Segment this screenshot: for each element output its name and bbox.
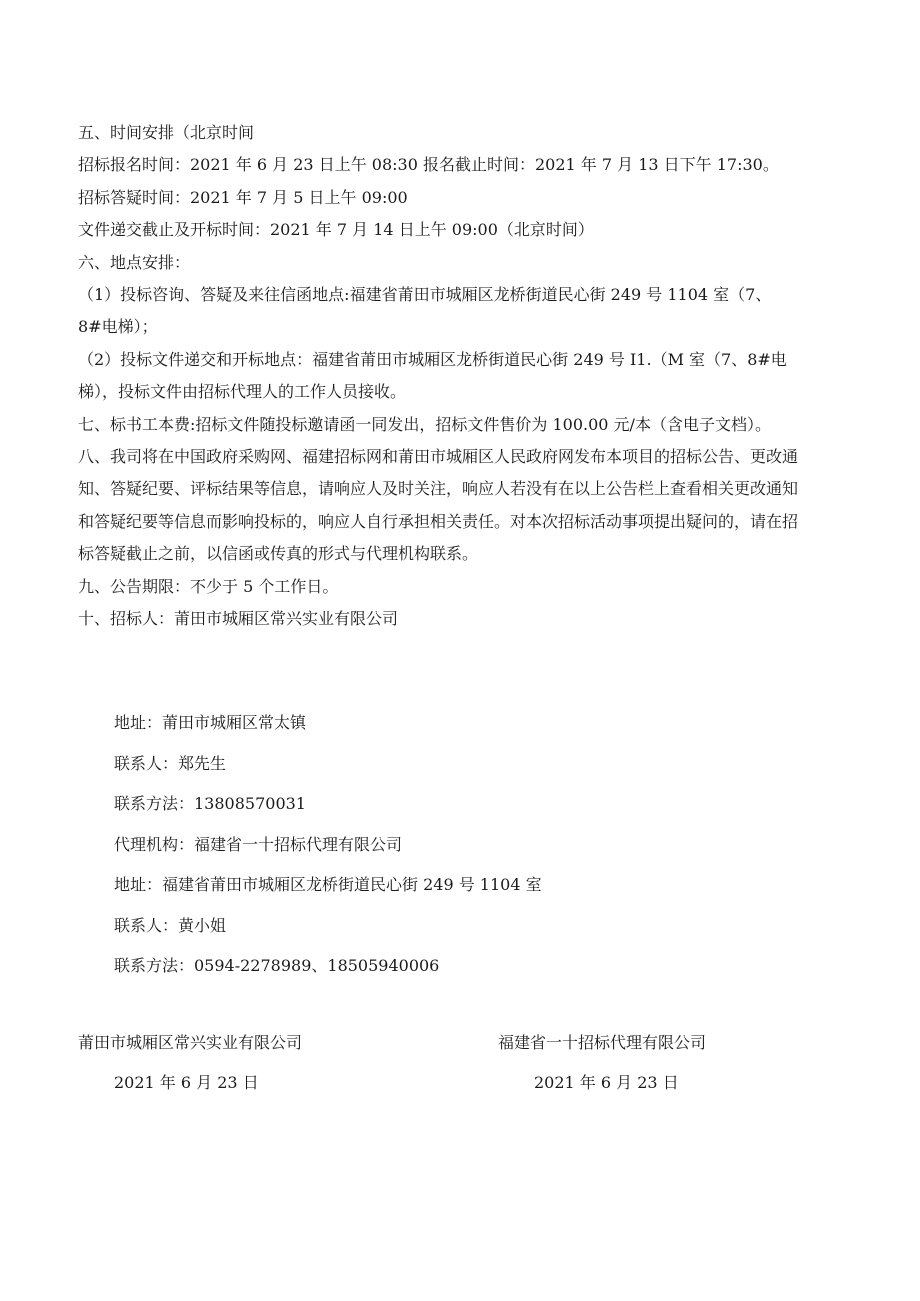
agency-name: 代理机构：福建省一十招标代理有限公司: [114, 834, 403, 854]
fee-paragraph: 七、标书工本费:招标文件随投标邀请函一同发出，招标文件售价为 100.00 元/本（含电子文档）。: [78, 414, 771, 434]
location-1-line-2: 8#电梯）；: [78, 317, 158, 337]
qa-time: 招标答疑时间：2021 年 7 月 5 日上午 09:00: [78, 187, 408, 207]
location-2-line-2: 梯），投标文件由招标代理人的工作人员接收。: [78, 382, 407, 402]
tenderer-address: 地址：莆田市城厢区常太镇: [114, 713, 307, 732]
location-heading: 六、地点安排：: [78, 252, 191, 272]
agency-contact: 联系人：黄小姐: [114, 915, 227, 935]
left-signature-org: 莆田市城厢区常兴实业有限公司: [78, 1033, 303, 1052]
right-signature-org: 福建省一十招标代理有限公司: [498, 1033, 707, 1052]
right-signature: [498, 1023, 706, 1103]
contact-block: [78, 703, 842, 987]
agency-address: 地址：福建省莆田市城厢区龙桥街道民心街 249 号 1104 室: [114, 875, 542, 894]
agency-phone: 联系方法：0594-2278989、18505940006: [114, 956, 440, 975]
location-1-line-1: （1）投标咨询、答疑及来往信函地点:福建省莆田市城厢区龙桥街道民心街 249 号 1104 室（7、: [78, 285, 772, 305]
notice-line-3: 和答疑纪要等信息而影响投标的，响应人自行承担相关责任。对本次招标活动事项提出疑问的，请在招: [78, 511, 799, 531]
announcement-period: 九、公告期限：不少于 5 个工作日。: [78, 576, 339, 596]
registration-time: 招标报名时间：2021 年 6 月 23 日上午 08:30 报名截止时间：2021 年 7 月 13 日下午 17:30。: [78, 155, 779, 175]
notice-line-1: 八、我司将在中国政府采购网、福建招标网和莆田市城厢区人民政府网发布本项目的招标公告、更改通: [78, 447, 799, 467]
tenderer-phone: 联系方法：13808570031: [114, 794, 306, 813]
location-2-line-1: （2）投标文件递交和开标地点：福建省莆田市城厢区龙桥街道民心街 249 号 I1.（M 室（7、8#电: [78, 349, 787, 369]
tenderer-heading: 十、招标人：莆田市城厢区常兴实业有限公司: [78, 609, 399, 629]
submission-time: 文件递交截止及开标时间：2021 年 7 月 14 日上午 09:00（北京时间）: [78, 220, 594, 240]
notice-line-4: 标答疑截止之前，以信函或传真的形式与代理机构联系。: [78, 544, 479, 564]
time-heading: 五、时间安排（北京时间: [78, 123, 255, 142]
left-signature-date: 2021 年 6 月 23 日: [114, 1073, 259, 1092]
tenderer-contact: 联系人：郑先生: [114, 753, 227, 773]
right-signature-date: 2021 年 6 月 23 日: [534, 1073, 679, 1092]
announcement-body: [78, 117, 842, 636]
notice-line-2: 知、答疑纪要、评标结果等信息，请响应人及时关注，响应人若没有在以上公告栏上查看相关更改通知: [78, 479, 799, 499]
left-signature: [78, 1023, 302, 1103]
